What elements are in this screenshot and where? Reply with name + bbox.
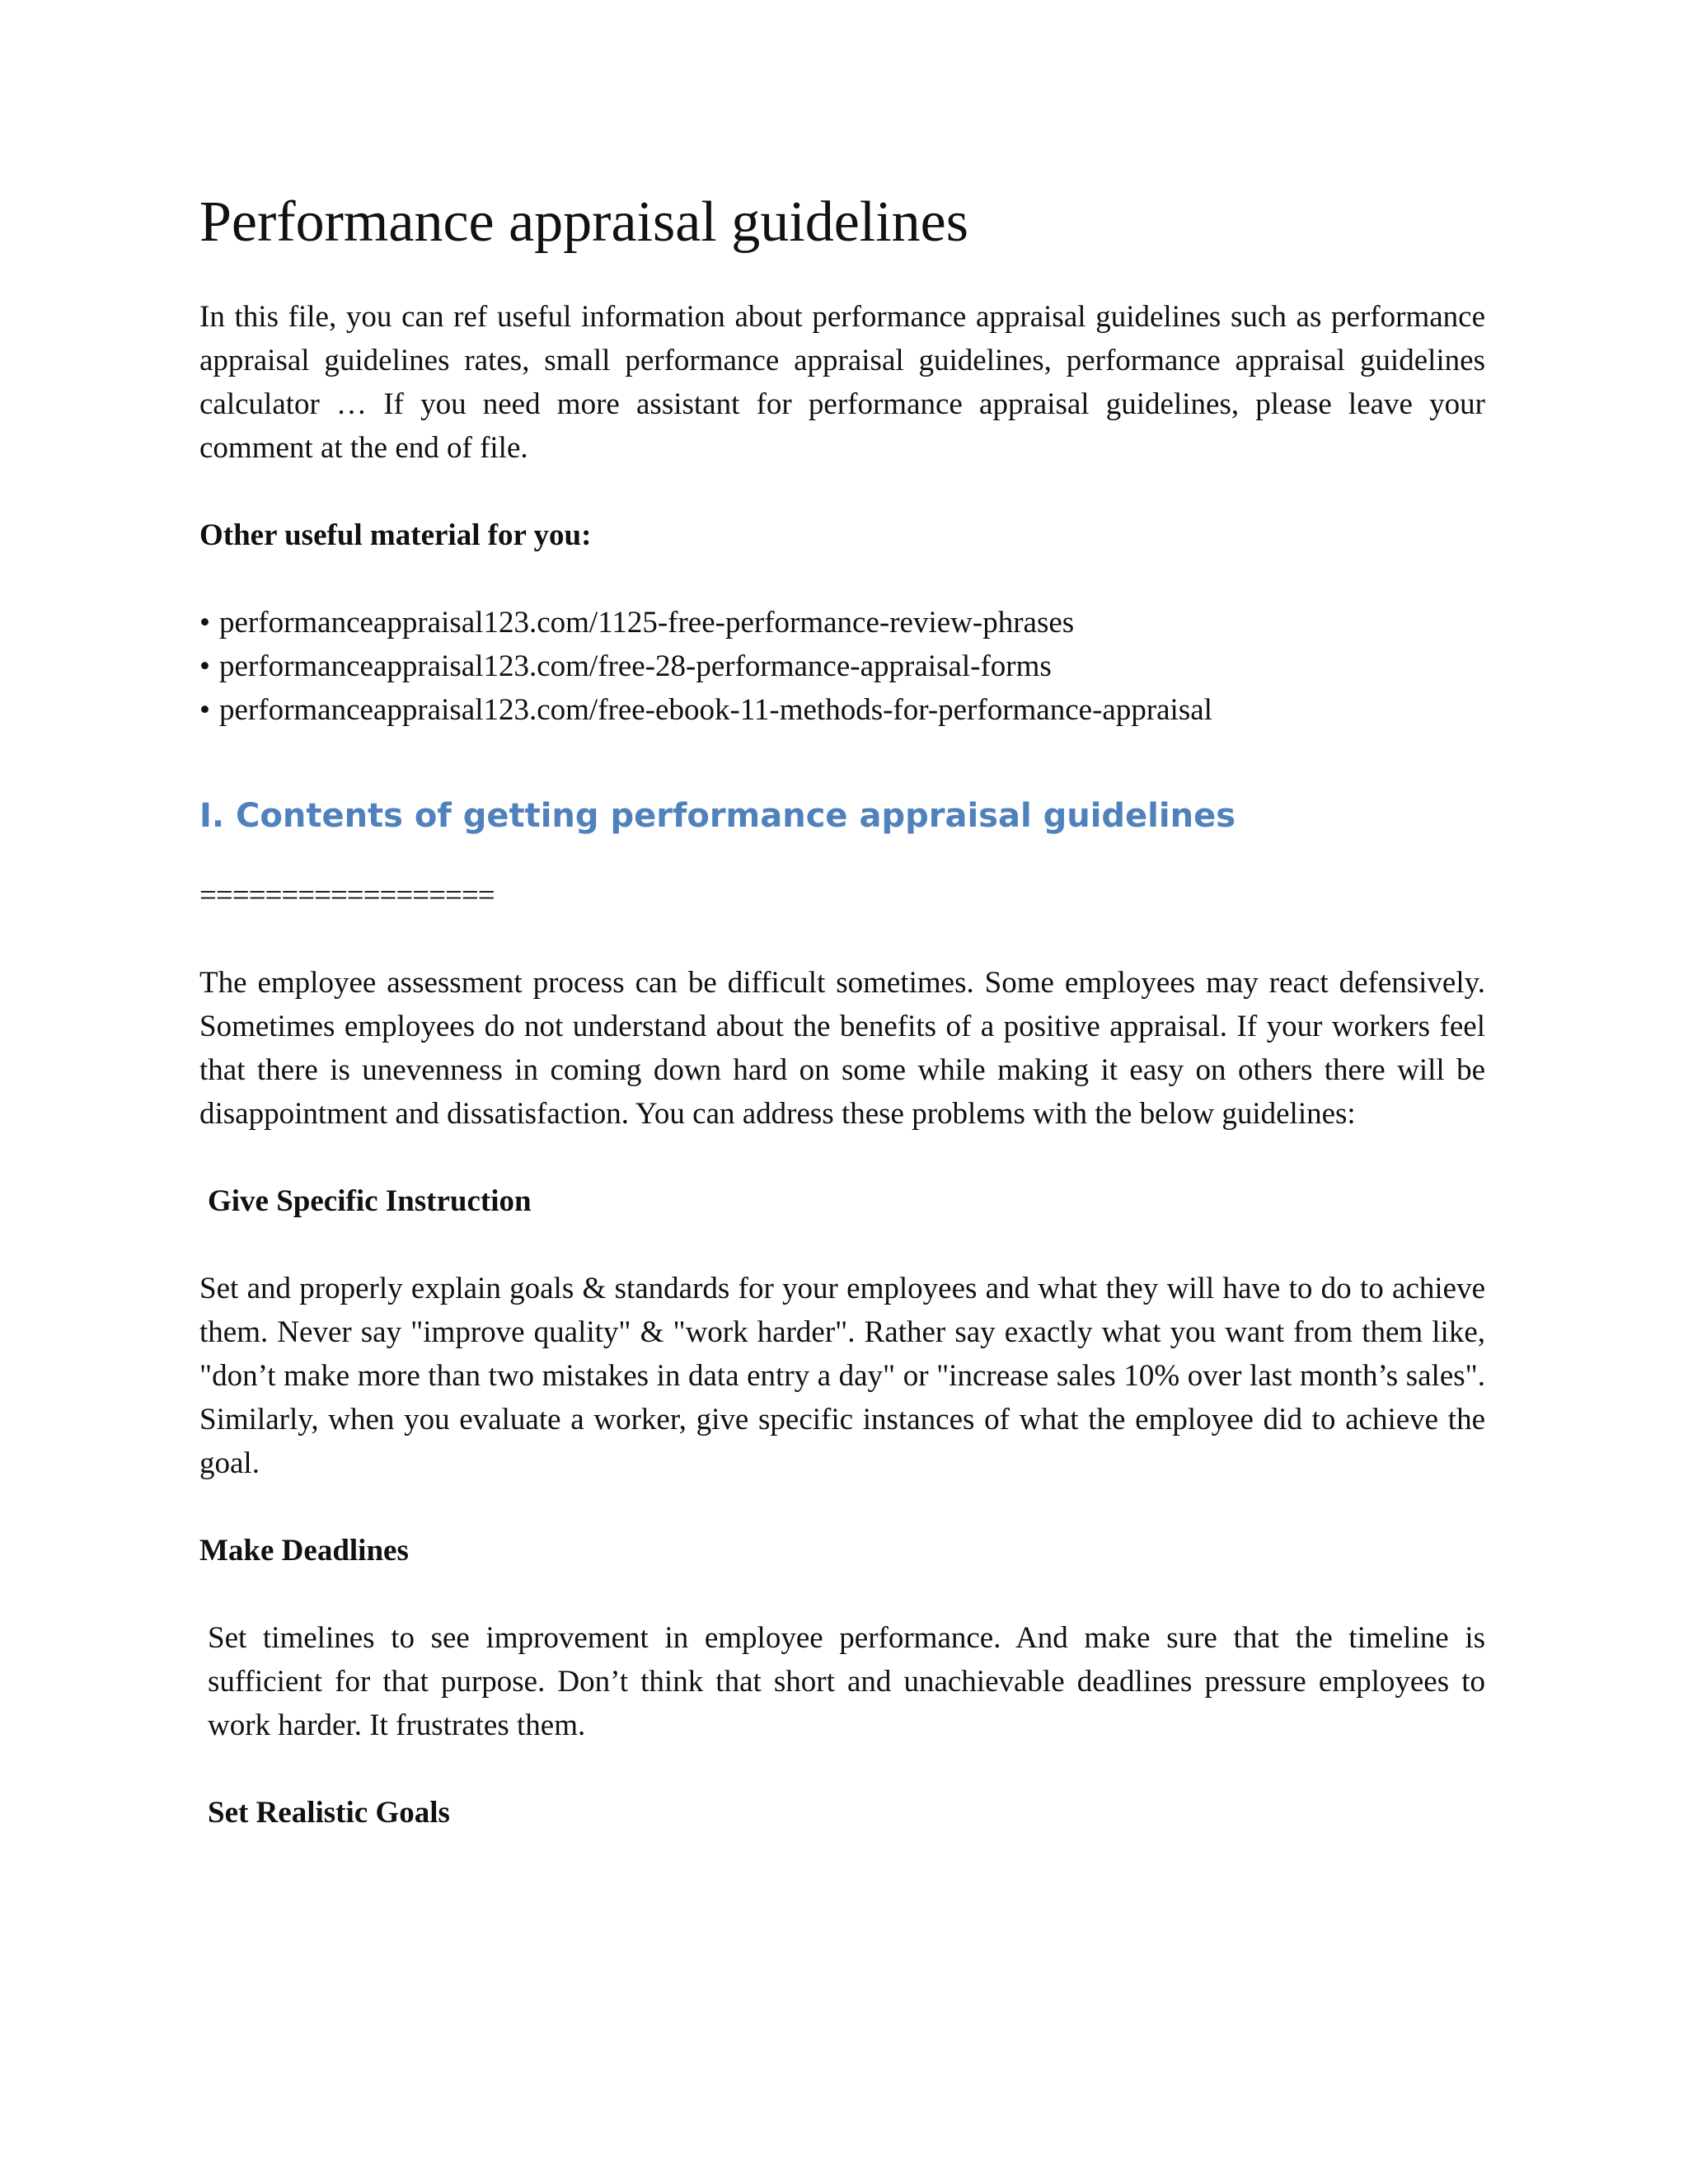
- useful-links-list: [199, 601, 1485, 732]
- subsection-body-give-specific-instruction: Set and properly explain goals & standards for your employees and what they will have to do to achieve them. Never say "improve quality" & "work harder". Rather say exactly what you want from them like, "don’t make more than two mistakes in data entry a day" or "increase sales 10% over last month’s sales". Similarly, when you evaluate a worker, give specific instances of what the employee did to achieve the goal.: [199, 1272, 1485, 1480]
- useful-link-text[interactable]: performanceappraisal123.com/1125-free-performance-review-phrases: [219, 606, 1075, 640]
- spacer: [199, 1223, 1485, 1267]
- spacer: [199, 470, 1485, 513]
- bullet-icon: •: [199, 649, 210, 683]
- useful-link-text[interactable]: performanceappraisal123.com/free-ebook-11-methods-for-performance-appraisal: [219, 693, 1212, 727]
- subsection-body-make-deadlines: Set timelines to see improvement in employee performance. And make sure that the timeline is sufficient for that purpose. Don’t think that short and unachievable deadlines pressure employees to work harder. It frustrates them.: [208, 1621, 1485, 1742]
- useful-link-item[interactable]: [199, 688, 1485, 732]
- spacer: [199, 1572, 1485, 1616]
- spacer: [199, 1747, 1485, 1791]
- intro-paragraph: In this file, you can ref useful information about performance appraisal guidelines such as performance appraisal guidelines rates, small performance appraisal guidelines, performance appraisal guidelines calculator … If you need more assistant for performance appraisal guidelines, please leave your comment at the end of file.: [199, 300, 1485, 465]
- useful-link-text[interactable]: performanceappraisal123.com/free-28-performance-appraisal-forms: [219, 649, 1052, 683]
- useful-link-item[interactable]: [199, 601, 1485, 644]
- other-material-heading: Other useful material for you:: [199, 518, 592, 552]
- spacer: [199, 1485, 1485, 1529]
- section-heading: I. Contents of getting performance appraisal guidelines: [199, 797, 1236, 835]
- bullet-icon: •: [199, 693, 210, 727]
- document-body: [199, 188, 1485, 1835]
- useful-link-item[interactable]: [199, 644, 1485, 688]
- subsection-heading-give-specific-instruction: Give Specific Instruction: [208, 1184, 532, 1218]
- divider-line: ==================: [199, 879, 495, 912]
- section-intro-paragraph: The employee assessment process can be difficult sometimes. Some employees may react defensively. Sometimes employees do not understand about the benefits of a positive appraisal. If your workers feel that there is unevenness in coming down hard on some while making it easy on others there will be disappointment and dissatisfaction. You can address these problems with the below guidelines:: [199, 966, 1485, 1131]
- spacer: [199, 1136, 1485, 1179]
- subsection-heading-make-deadlines: Make Deadlines: [199, 1534, 409, 1568]
- spacer: [199, 917, 1485, 961]
- bullet-icon: •: [199, 606, 210, 640]
- subsection-heading-set-realistic-goals: Set Realistic Goals: [208, 1796, 450, 1830]
- spacer: [199, 557, 1485, 601]
- document-title: Performance appraisal guidelines: [199, 190, 968, 254]
